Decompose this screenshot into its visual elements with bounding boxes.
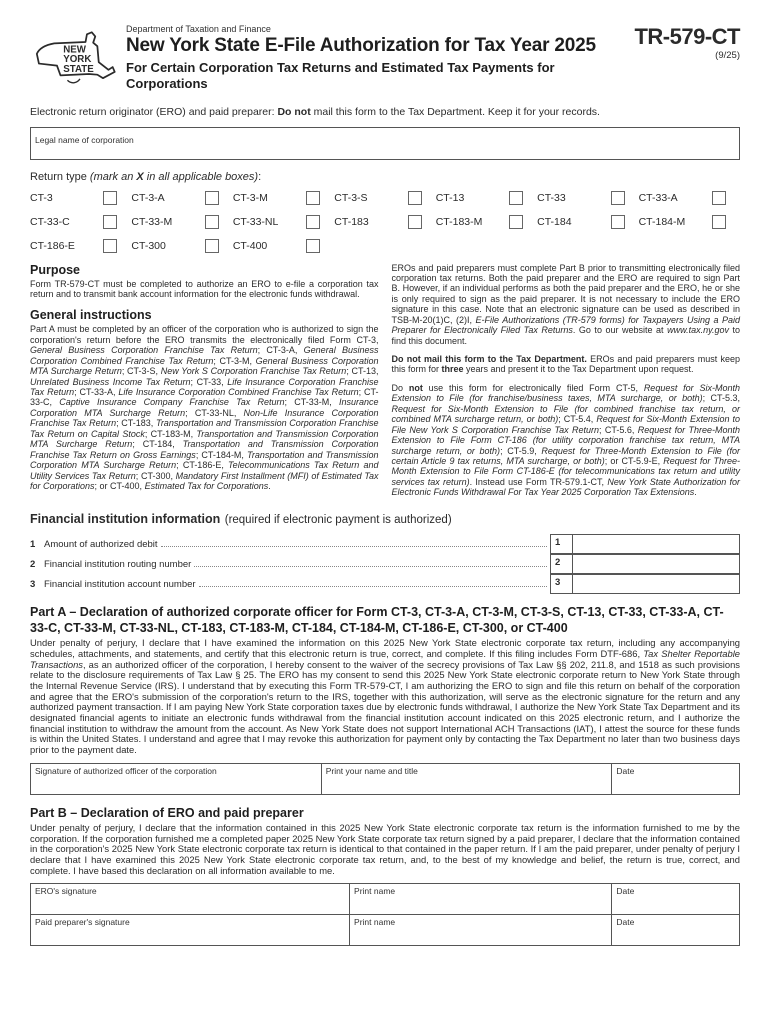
checkbox-ct-3-a[interactable] (205, 191, 219, 205)
checkbox-ct-33[interactable] (611, 191, 625, 205)
checkbox-ct-33-a[interactable] (712, 191, 726, 205)
general-instructions-text: Part A must be completed by an officer of the corporation who is authorized to sign the corporation's return before the ERO transmits the electronically filed Form CT-3, General Business Corporation Franchise Tax Return; CT-3-A, General Business Corporation Combined Franchise Tax Return; CT-3-M, General Business Corporation MTA Surcharge Return; CT-3-S, New York S Corporation Franchise Tax Return; CT-13, Unrelated Business Income Tax Return; CT-33, Life Insurance Corporation Franchise Tax Return; CT-33-A, Life Insurance Corporation Combined Franchise Tax Return; CT-33-C, Captive Insurance Company Franchise Tax Return; CT-33-M, Insurance Corporation MTA Surcharge Return; CT-33-NL, Non-Life Insurance Corporation Franchise Tax Return; CT-183, Transportation and Transmission Corporation Franchise Tax Return on Capital Stock; CT-183-M, Transportation and Transmission Corporation MTA Surcharge Return; CT-184, Transportation and Transmission Corporation Franchise Tax Return on Gross Earnings; CT-184-M, Transportation and Transmission Corporation MTA Surcharge Return; CT-186-E, Telecommunications Tax Return and Utility Services Tax Return; CT-300, Mandatory First Installment (MFI) of Estimated Tax for Corporations; or CT-400, Estimated Tax for Corporations. (30, 324, 379, 491)
option-label-ct-33-c: CT-33-C (30, 215, 70, 228)
ero-signature-label: ERO's signature (35, 886, 97, 897)
return-type-option (30, 215, 131, 229)
checkbox-ct-33-nl[interactable] (306, 215, 320, 229)
right-column (392, 263, 741, 506)
option-label-ct-3-a: CT-3-A (131, 191, 165, 204)
routing-number-input[interactable] (573, 555, 739, 573)
return-type-option (30, 191, 131, 205)
part-a-signature-table (30, 763, 740, 795)
checkbox-ct-13[interactable] (509, 191, 523, 205)
return-type-option (233, 215, 334, 229)
return-type-option (233, 191, 334, 205)
financial-line (30, 574, 740, 594)
account-number-input[interactable] (573, 575, 739, 593)
ero-signature-field[interactable] (31, 884, 350, 915)
line-number: 3 (30, 578, 36, 590)
do-not-use-text: Do not use this form for electronically filed Form CT-5, Request for Six-Month Extension to File (for franchise/business taxes, MTA surcharge, or both); CT-5.3, Request for Six-Month Extension to File (for combined franchise tax return, or combined MTA surcharge return, or both); CT-5.4, Request for Six-Month Extension to File New York S Corporation Franchise Tax Return; CT-5.6, Request for Three-Month Extension to File Form CT-186 (for utility corporation franchise tax return, MTA surcharge return, or both); CT-5.9, Request for Three-Month Extension to File (for certain Article 9 tax returns, MTA surcharge, or both); or CT-5.9-E, Request for Three-Month Extension to File Form CT-186-E (for telecommunications tax return and utility services tax return). Instead use Form TR-579.1-CT, New York State Authorization for Electronic Funds Withdrawal For Tax Year 2025 Corporation Tax Extensions. (391, 382, 741, 498)
do-not-mail-text: Do not mail this form to the Tax Department. EROs and paid preparers must keep this form for three years and present it to the Tax Department upon request. (391, 354, 740, 375)
form-id-block (610, 24, 740, 61)
header-titles (116, 24, 610, 93)
return-type-option (334, 191, 435, 205)
line-number: 2 (30, 558, 36, 570)
part-b-signature-table (30, 883, 740, 946)
checkbox-ct-3-s[interactable] (408, 191, 422, 205)
officer-print-name-field[interactable] (321, 763, 612, 794)
part-a-heading: Part A – Declaration of authorized corporate officer for Form CT-3, CT-3-A, CT-3-M, CT-3-S, CT-13, CT-33, CT-33-A, CT-33-C, CT-33-M, CT-33-NL, CT-183, CT-183-M, CT-184, CT-184-M, CT-186-E, CT-300, or CT-400 (30, 604, 724, 635)
checkbox-ct-186-e[interactable] (103, 239, 117, 253)
financial-line (30, 534, 740, 554)
part-a-declaration-text: Under penalty of perjury, I declare that I have examined the information on this 2025 New York State electronic corporate tax return, including any accompanying schedules, attachments, and statements, and certify that this electronic return is true, correct, and complete. If this filing includes Form DTF-686, Tax Shelter Reportable Transactions, as an authorized officer of the corporation, I hereby consent to the waiver of the secrecy provisions of Tax Law §§ 202, 211.8, and 1518 as such provisions relate to the disclosure requirements of Tax Law § 25. The ERO has my consent to send this 2025 New York State electronic corporate return to New York State through the Internal Revenue Service (IRS). I understand that by executing this Form TR-579-CT, I am authorizing the ERO to sign and file this return on behalf of the corporation and agree that the ERO's submission of the corporation's return to the IRS, together with this authorization, will serve as the electronic signature for the return and any authorized payment transaction. If I am paying New York State corporation taxes due by electronic funds withdrawal, I authorize the New York State Tax Department and its designated financial agents to initiate an electronic funds withdrawal from the financial institution account indicated on this 2025 electronic return, and I authorize the financial institution to withdraw the amount from the account. As New York State does not support International ACH Transactions (IAT), I attest the source for these funds is within the United States. I understand and agree that I may revoke this authorization for payment only by contacting the Tax Department no later than two business days prior to the payment date. (30, 637, 740, 755)
option-label-ct-3: CT-3 (30, 191, 53, 204)
option-label-ct-183-m: CT-183-M (435, 215, 483, 228)
return-type-option (334, 215, 435, 229)
preparer-date-field[interactable] (612, 915, 740, 946)
officer-print-name-label: Print your name and title (325, 765, 418, 776)
box-number: 1 (551, 535, 573, 553)
form-title: New York State E-File Authorization for Tax Year 2025 (126, 35, 596, 56)
preparer-print-name-field[interactable] (350, 915, 612, 946)
ero-date-field[interactable] (612, 884, 740, 915)
checkbox-ct-3[interactable] (103, 191, 117, 205)
dotted-leader (199, 586, 547, 587)
officer-signature-label: Signature of authorized officer of the corporation (35, 765, 217, 776)
option-label-ct-33-m: CT-33-M (131, 215, 173, 228)
preparer-signature-label: Paid preparer's signature (35, 917, 130, 928)
option-label-ct-186-e: CT-186-E (30, 239, 75, 252)
return-type-option (131, 239, 232, 253)
dotted-leader (161, 546, 547, 547)
checkbox-ct-184[interactable] (611, 215, 625, 229)
return-type-option (233, 239, 334, 253)
preparer-signature-field[interactable] (31, 915, 350, 946)
purpose-text: Form TR-579-CT must be completed to authorize an ERO to e-file a corporation tax return and to transmit bank account information for the electronic funds withdrawal. (30, 279, 379, 300)
logo-text-york: YORK (63, 54, 92, 66)
instructions-columns (30, 263, 740, 506)
option-label-ct-184: CT-184 (537, 215, 572, 228)
option-label-ct-3-m: CT-3-M (232, 191, 268, 204)
table-row (31, 884, 740, 915)
checkbox-ct-300[interactable] (205, 239, 219, 253)
form-number: TR-579-CT (634, 24, 740, 49)
return-type-option (131, 215, 232, 229)
preparer-print-name-label: Print name (354, 917, 396, 928)
checkbox-ct-184-m[interactable] (712, 215, 726, 229)
financial-heading: Financial institution information (30, 511, 221, 526)
checkbox-ct-33-m[interactable] (205, 215, 219, 229)
option-label-ct-400: CT-400 (232, 239, 268, 252)
checkbox-ct-183[interactable] (408, 215, 422, 229)
left-column (30, 263, 379, 506)
return-type-option (537, 215, 638, 229)
form-header (30, 24, 740, 93)
line-label: Financial institution routing number (44, 558, 192, 570)
checkbox-ct-183-m[interactable] (509, 215, 523, 229)
ny-state-logo-icon (30, 26, 116, 90)
ero-date-label: Date (616, 886, 635, 897)
option-label-ct-33-a: CT-33-A (638, 191, 678, 204)
checkbox-ct-3-m[interactable] (306, 191, 320, 205)
box-number: 3 (551, 575, 573, 593)
return-type-grid (30, 191, 740, 253)
ero-print-name-label: Print name (354, 886, 396, 897)
legal-name-input[interactable] (30, 127, 740, 160)
line-label: Amount of authorized debit (44, 538, 158, 550)
ero-print-name-field[interactable] (350, 884, 612, 915)
preparer-date-label: Date (616, 917, 635, 928)
box-number: 2 (551, 555, 573, 573)
form-subtitle: For Certain Corporation Tax Returns and Estimated Tax Payments for Corporations (126, 60, 555, 92)
ero-instructions-text: EROs and paid preparers must complete Part B prior to transmitting electronically filed corporation tax returns. Both the paid preparer and the ERO are required to sign Part B. However, if an individual performs as both the paid preparer and the ERO, he or she is only required to sign as the paid preparer. It is not necessary to include the ERO signature in this case. Note that an electronic signature can be used as described in TSB-M-20(1)C, (2)I, E-File Authorizations (TR-579 forms) for Taxpayers Using a Paid Preparer for Electronically Filed Tax Returns. Go to our website at www.tax.ny.gov to find this document. (391, 262, 740, 346)
option-label-ct-13: CT-13 (435, 191, 465, 204)
option-label-ct-3-s: CT-3-S (334, 191, 368, 204)
form-revision: (9/25) (715, 50, 740, 61)
checkbox-ct-400[interactable] (306, 239, 320, 253)
table-row (31, 915, 740, 946)
purpose-heading: Purpose (30, 262, 81, 277)
logo-text-new: NEW (63, 44, 86, 56)
return-type-option (537, 191, 638, 205)
return-type-label: Return type (mark an X in all applicable boxes): (30, 170, 262, 183)
part-b-heading: Part B – Declaration of ERO and paid preparer (30, 805, 304, 820)
option-label-ct-33-nl: CT-33-NL (232, 215, 279, 228)
option-label-ct-183: CT-183 (334, 215, 369, 228)
return-type-option (436, 191, 537, 205)
checkbox-ct-33-c[interactable] (103, 215, 117, 229)
officer-signature-field[interactable] (31, 763, 322, 794)
financial-line (30, 554, 740, 574)
legal-name-label: Legal name of corporation (35, 134, 134, 145)
line-number: 1 (30, 538, 36, 550)
dotted-leader (194, 566, 547, 567)
return-type-option (30, 239, 131, 253)
officer-date-field[interactable] (612, 763, 740, 794)
line-label: Financial institution account number (44, 578, 196, 590)
return-type-option (131, 191, 232, 205)
return-type-option (639, 191, 740, 205)
logo-text-state: STATE (63, 63, 94, 75)
authorized-debit-input[interactable] (573, 535, 739, 553)
do-not-mail-notice: Electronic return originator (ERO) and paid preparer: Do not mail this form to the Tax Department. Keep it for your records. (30, 105, 600, 118)
part-b-declaration-text: Under penalty of perjury, I declare that the information contained in this 2025 New York State electronic corporate tax return is the information furnished to me by the corporation. If the corporation furnished me a completed paper 2025 New York State corporate tax return signed by a paid preparer, I declare that the information contained in the corporation's 2025 New York State electronic corporate tax return is identical to that contained in the paper return. If I am the paid preparer, under penalty of perjury I declare that I have examined this 2025 New York State electronic corporate tax return, and, to the best of my knowledge and belief, the return is true, correct, and complete. I have based this declaration on all information available to me. (30, 821, 740, 876)
return-type-option (639, 215, 740, 229)
financial-heading-note: (required if electronic payment is authorized) (224, 513, 452, 526)
option-label-ct-300: CT-300 (131, 239, 166, 252)
officer-date-label: Date (616, 765, 635, 776)
option-label-ct-33: CT-33 (537, 191, 566, 204)
financial-section (30, 510, 740, 594)
agency-name: Department of Taxation and Finance (126, 24, 271, 34)
general-instructions-heading: General instructions (30, 307, 152, 322)
return-type-option (436, 215, 537, 229)
option-label-ct-184-m: CT-184-M (638, 215, 686, 228)
